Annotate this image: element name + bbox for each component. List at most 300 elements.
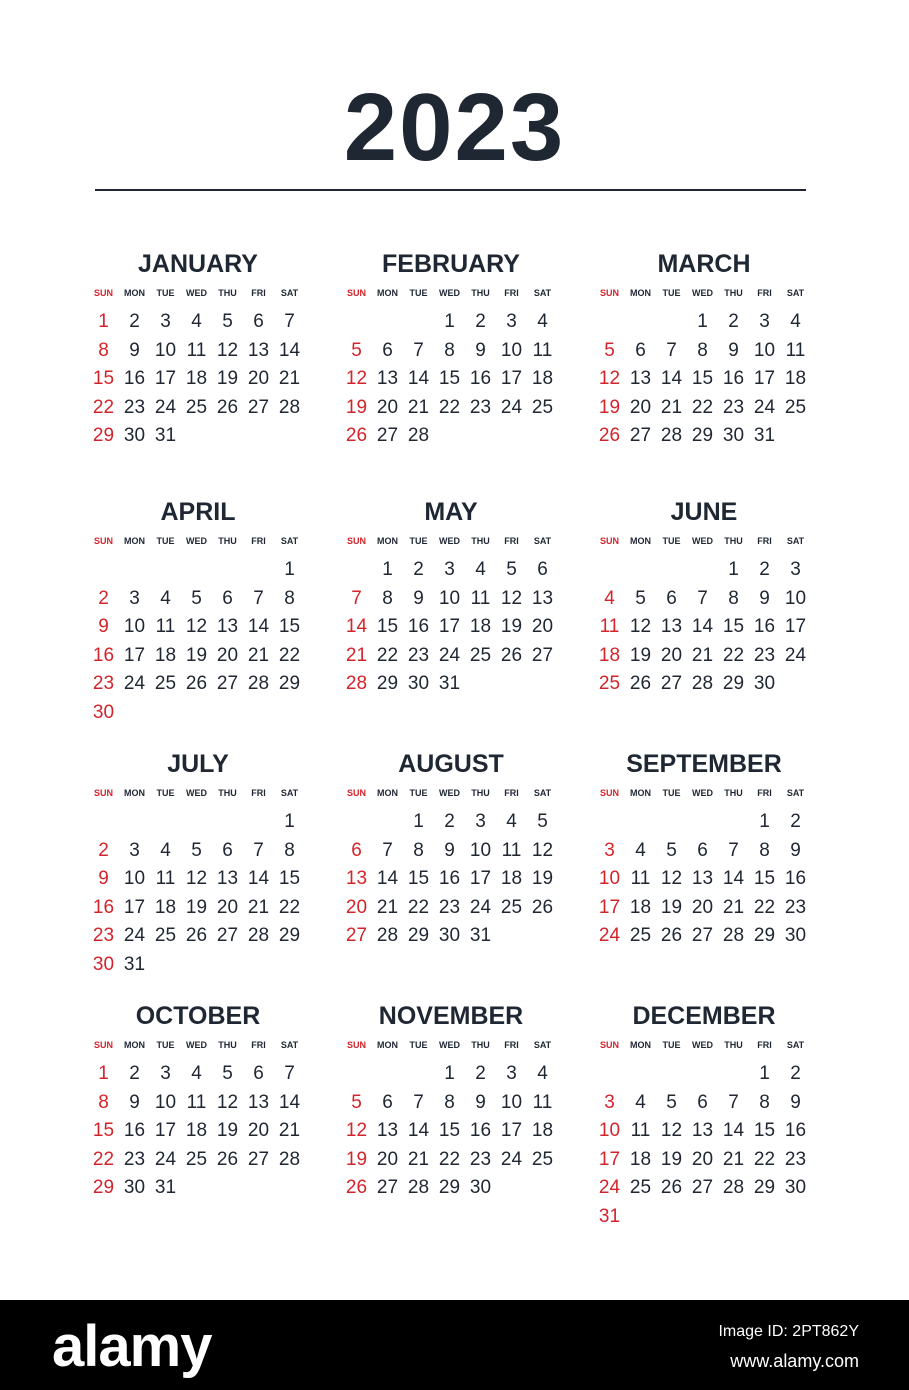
week-row [88,422,308,450]
day-cell: 9 [475,339,486,361]
weekday-label-sat: SAT [280,536,299,546]
day-cell: 1 [697,311,708,332]
year-title: 2023 [343,74,566,181]
day-cell: 5 [222,1063,233,1084]
day-cell-sunday: 11 [599,616,620,637]
day-cell: 13 [247,1091,270,1113]
day-cell: 7 [253,587,264,609]
watermark-bar [0,1300,909,1390]
day-cell: 1 [759,1063,770,1084]
weekday-label-fri: FRI [757,788,772,798]
weekday-label-wed: WED [186,1040,207,1050]
day-cell: 5 [191,839,202,861]
week-row [88,837,308,865]
day-cell: 12 [531,839,554,861]
month-name: MARCH [657,250,751,278]
weekday-header [88,535,308,547]
weekday-label-mon: MON [377,1040,398,1050]
day-cell: 28 [722,925,745,946]
weekday-label-wed: WED [439,288,460,298]
day-cell: 2 [129,1063,140,1084]
weekday-label-thu: THU [724,788,743,798]
day-cell: 2 [413,559,424,580]
day-cell: 20 [691,896,714,918]
day-cell: 21 [247,896,270,918]
weekday-header [594,787,814,799]
day-cell: 27 [531,644,554,666]
day-cell: 13 [691,868,714,889]
day-cell: 7 [413,339,424,361]
day-cell-sunday: 24 [598,925,621,946]
day-cell: 10 [784,587,807,609]
day-cell-sunday: 23 [92,925,115,946]
weekday-label-sun: SUN [346,1040,366,1050]
day-cell: 15 [722,616,745,637]
month-name: APRIL [160,498,236,526]
day-cell: 21 [376,896,399,918]
day-cell-sunday: 5 [604,339,615,361]
weekday-label-mon: MON [630,288,651,298]
day-cell: 2 [790,1063,801,1084]
day-cell: 13 [531,587,554,609]
day-cell-sunday: 2 [98,839,109,861]
day-cell: 1 [382,559,393,580]
day-cell: 8 [284,839,295,861]
week-row [341,670,561,698]
weekday-label-sun: SUN [346,288,366,298]
week-row [88,365,308,393]
day-cell: 23 [784,896,807,918]
day-cell: 6 [253,311,264,332]
weekday-label-wed: WED [186,536,207,546]
day-cell: 4 [475,559,486,580]
day-cell: 26 [660,925,683,946]
day-cell: 4 [635,1091,646,1113]
day-cell: 27 [691,1177,714,1198]
weekday-label-tue: TUE [409,1040,428,1050]
day-cell-sunday: 16 [92,896,115,918]
day-cell: 11 [186,339,207,361]
day-cell: 21 [407,1148,430,1170]
day-cell: 28 [407,425,430,446]
day-cell: 14 [407,368,430,389]
day-cell: 19 [629,644,652,666]
day-cell: 8 [444,1091,455,1113]
day-cell: 30 [784,1177,807,1198]
day-cell: 7 [382,839,393,861]
weekday-label-sat: SAT [786,536,805,546]
day-cell: 6 [666,587,677,609]
weekday-label-tue: TUE [156,1040,175,1050]
week-row [594,1060,814,1088]
day-cell: 3 [759,311,770,332]
day-cell: 2 [728,311,739,332]
weekday-label-mon: MON [630,536,651,546]
day-cell: 12 [216,339,239,361]
weekday-label-wed: WED [439,788,460,798]
month-name: JUNE [670,498,738,526]
week-row [88,951,308,979]
day-cell: 20 [376,396,399,418]
week-row [88,394,308,422]
weekday-label-sat: SAT [280,788,299,798]
day-cell: 28 [660,425,683,446]
day-cell: 25 [629,925,652,946]
day-cell: 27 [629,425,652,446]
day-cell-sunday: 9 [98,616,109,637]
day-cell: 15 [438,1120,461,1141]
day-cell: 19 [531,868,554,889]
day-cell: 14 [278,339,301,361]
day-cell-sunday: 19 [345,396,368,418]
day-cell: 29 [376,673,399,694]
day-cell-sunday: 5 [351,1091,362,1113]
day-cell: 21 [691,644,714,666]
week-row [594,670,814,698]
day-cell: 11 [630,1120,651,1141]
day-cell: 8 [284,587,295,609]
day-cell: 31 [469,925,492,946]
day-cell: 26 [216,396,239,418]
weekday-label-tue: TUE [156,536,175,546]
weekday-label-fri: FRI [757,536,772,546]
day-cell: 15 [691,368,714,389]
week-row [594,365,814,393]
week-row [594,394,814,422]
weekday-label-sat: SAT [280,288,299,298]
day-cell: 5 [506,559,517,580]
weekday-header [88,287,308,299]
week-row [88,337,308,365]
day-cell: 18 [154,896,177,918]
weekday-label-wed: WED [439,536,460,546]
day-cell: 5 [537,811,548,832]
day-cell: 31 [123,953,146,975]
month-name: NOVEMBER [378,1002,524,1030]
week-row [594,1203,814,1231]
week-row [88,1117,308,1145]
day-cell: 20 [531,616,554,637]
day-cell: 9 [759,587,770,609]
day-cell: 23 [469,396,492,418]
day-cell: 22 [753,896,776,918]
day-cell: 2 [790,811,801,832]
day-cell-sunday: 26 [345,425,368,446]
weekday-label-sun: SUN [93,788,113,798]
weekday-header [341,787,561,799]
day-cell: 15 [407,868,430,889]
weekday-label-mon: MON [124,288,145,298]
week-row [88,865,308,893]
weekday-label-tue: TUE [409,536,428,546]
day-cell: 4 [506,811,517,832]
day-cell: 17 [123,896,146,918]
day-cell: 30 [722,425,745,446]
weekday-label-mon: MON [124,536,145,546]
day-cell: 21 [278,1120,301,1141]
weekday-header [594,535,814,547]
month-name: AUGUST [398,750,504,778]
day-cell: 16 [753,616,776,637]
week-row [88,1146,308,1174]
day-cell: 17 [753,368,776,389]
day-cell-sunday: 20 [345,896,368,918]
day-cell: 21 [278,368,301,389]
day-cell: 22 [691,396,714,418]
day-cell: 31 [438,673,461,694]
day-cell: 19 [660,896,683,918]
day-cell: 3 [790,559,801,580]
month-name: DECEMBER [632,1002,776,1030]
day-cell: 18 [531,368,554,389]
day-cell: 25 [500,896,523,918]
weekday-label-tue: TUE [662,288,681,298]
day-cell: 10 [500,339,523,361]
day-cell: 4 [537,311,548,332]
day-cell: 7 [284,1063,295,1084]
day-cell: 13 [376,368,399,389]
day-cell: 14 [722,868,745,889]
day-cell: 25 [469,644,492,666]
day-cell: 18 [154,644,177,666]
day-cell-sunday: 17 [598,896,621,918]
day-cell: 7 [697,587,708,609]
day-cell-sunday: 30 [92,701,115,723]
day-cell: 16 [407,616,430,637]
day-cell: 29 [278,925,301,946]
weekday-label-sun: SUN [599,788,619,798]
weekday-label-thu: THU [471,788,490,798]
weekday-label-fri: FRI [504,1040,519,1050]
weekday-label-mon: MON [377,788,398,798]
weekday-label-mon: MON [124,1040,145,1050]
weekday-label-thu: THU [724,536,743,546]
day-cell: 30 [438,925,461,946]
day-cell: 11 [470,587,491,609]
day-cell: 13 [629,368,652,389]
weekday-label-tue: TUE [662,1040,681,1050]
day-cell: 17 [500,1120,523,1141]
image-id-label: Image ID: 2PT862Y [718,1323,859,1340]
week-row [88,922,308,950]
week-row [88,670,308,698]
weekday-label-wed: WED [692,536,713,546]
month-name: MAY [424,498,478,526]
day-cell: 10 [123,868,146,889]
week-row [594,337,814,365]
month-name: JULY [167,750,229,778]
day-cell: 8 [382,587,393,609]
day-cell-sunday: 4 [604,587,615,609]
month-name: FEBRUARY [382,250,520,278]
day-cell: 6 [697,1091,708,1113]
day-cell: 19 [185,644,208,666]
day-cell: 4 [790,311,801,332]
day-cell: 11 [186,1091,207,1113]
day-cell: 23 [123,396,146,418]
day-cell: 18 [500,868,523,889]
week-row [341,894,561,922]
day-cell-sunday: 14 [345,616,368,637]
weekday-label-wed: WED [692,788,713,798]
week-row [341,394,561,422]
day-cell: 7 [413,1091,424,1113]
day-cell: 7 [728,839,739,861]
weekday-label-thu: THU [724,1040,743,1050]
week-row [594,808,814,836]
day-cell: 23 [722,396,745,418]
day-cell: 12 [660,868,683,889]
day-cell: 8 [697,339,708,361]
day-cell: 19 [660,1148,683,1170]
day-cell: 28 [278,1148,301,1170]
day-cell-sunday: 3 [604,1091,615,1113]
day-cell: 27 [216,925,239,946]
weekday-label-sun: SUN [599,1040,619,1050]
day-cell-sunday: 16 [92,644,115,666]
day-cell: 27 [247,396,270,418]
day-cell: 9 [728,339,739,361]
week-row [88,1089,308,1117]
day-cell: 9 [444,839,455,861]
day-cell: 18 [629,1148,652,1170]
day-cell-sunday: 19 [598,396,621,418]
day-cell: 6 [253,1063,264,1084]
day-cell: 27 [660,673,683,694]
day-cell: 8 [728,587,739,609]
weekday-label-wed: WED [692,1040,713,1050]
day-cell-sunday: 22 [92,396,115,418]
day-cell: 6 [382,1091,393,1113]
week-row [88,642,308,670]
day-cell: 28 [691,673,714,694]
day-cell: 21 [660,396,683,418]
day-cell: 21 [722,896,745,918]
day-cell: 25 [531,1148,554,1170]
day-cell: 18 [531,1120,554,1141]
day-cell: 20 [247,368,270,389]
day-cell: 13 [660,616,683,637]
day-cell: 28 [722,1177,745,1198]
day-cell: 9 [129,339,140,361]
day-cell-sunday: 12 [345,368,368,389]
day-cell: 19 [500,616,523,637]
day-cell: 25 [154,925,177,946]
day-cell: 17 [438,616,461,637]
weekday-label-tue: TUE [662,536,681,546]
weekday-label-tue: TUE [409,788,428,798]
day-cell-sunday: 12 [598,368,621,389]
day-cell: 30 [753,673,776,694]
month-name: SEPTEMBER [626,750,782,778]
day-cell: 27 [247,1148,270,1170]
day-cell: 8 [444,339,455,361]
day-cell: 8 [759,839,770,861]
day-cell-sunday: 29 [92,1177,115,1198]
day-cell: 15 [376,616,399,637]
day-cell: 8 [759,1091,770,1113]
day-cell: 14 [376,868,399,889]
day-cell: 20 [216,896,239,918]
day-cell: 16 [784,868,807,889]
day-cell-sunday: 6 [351,839,362,861]
week-row [341,837,561,865]
week-row [88,894,308,922]
weekday-label-fri: FRI [251,788,266,798]
day-cell: 3 [129,587,140,609]
week-row [341,337,561,365]
weekday-label-mon: MON [124,788,145,798]
day-cell: 12 [500,587,523,609]
day-cell: 29 [722,673,745,694]
day-cell: 20 [691,1148,714,1170]
week-row [594,613,814,641]
day-cell: 2 [444,811,455,832]
day-cell: 28 [376,925,399,946]
day-cell: 24 [123,925,146,946]
day-cell: 30 [784,925,807,946]
weekday-label-sun: SUN [93,1040,113,1050]
week-row [341,865,561,893]
day-cell: 3 [160,311,171,332]
day-cell: 24 [469,896,492,918]
day-cell: 6 [697,839,708,861]
day-cell: 31 [154,425,177,446]
day-cell-sunday: 8 [98,339,109,361]
week-row [341,422,561,450]
weekday-label-wed: WED [186,788,207,798]
weekday-label-sun: SUN [346,788,366,798]
day-cell: 28 [407,1177,430,1198]
day-cell: 3 [506,311,517,332]
day-cell: 13 [216,868,239,889]
weekday-label-mon: MON [630,1040,651,1050]
day-cell: 28 [278,396,301,418]
day-cell: 13 [247,339,270,361]
day-cell: 6 [222,839,233,861]
day-cell: 26 [216,1148,239,1170]
day-cell: 17 [500,368,523,389]
day-cell: 16 [123,368,146,389]
day-cell: 29 [438,1177,461,1198]
day-cell: 30 [123,1177,146,1198]
day-cell: 12 [216,1091,239,1113]
day-cell: 15 [438,368,461,389]
day-cell: 12 [629,616,652,637]
day-cell: 27 [691,925,714,946]
weekday-label-thu: THU [218,788,237,798]
day-cell: 26 [629,673,652,694]
day-cell: 16 [123,1120,146,1141]
weekday-label-sat: SAT [786,788,805,798]
day-cell: 28 [247,925,270,946]
weekday-label-sat: SAT [280,1040,299,1050]
day-cell: 18 [469,616,492,637]
day-cell: 31 [154,1177,177,1198]
day-cell: 6 [635,339,646,361]
day-cell: 6 [222,587,233,609]
weekday-label-fri: FRI [251,536,266,546]
day-cell: 24 [784,644,807,666]
day-cell: 1 [444,311,455,332]
week-row [594,422,814,450]
weekday-label-thu: THU [471,1040,490,1050]
weekday-label-tue: TUE [156,788,175,798]
day-cell: 9 [413,587,424,609]
day-cell-sunday: 12 [345,1120,368,1141]
week-row [88,808,308,836]
week-row [594,556,814,584]
